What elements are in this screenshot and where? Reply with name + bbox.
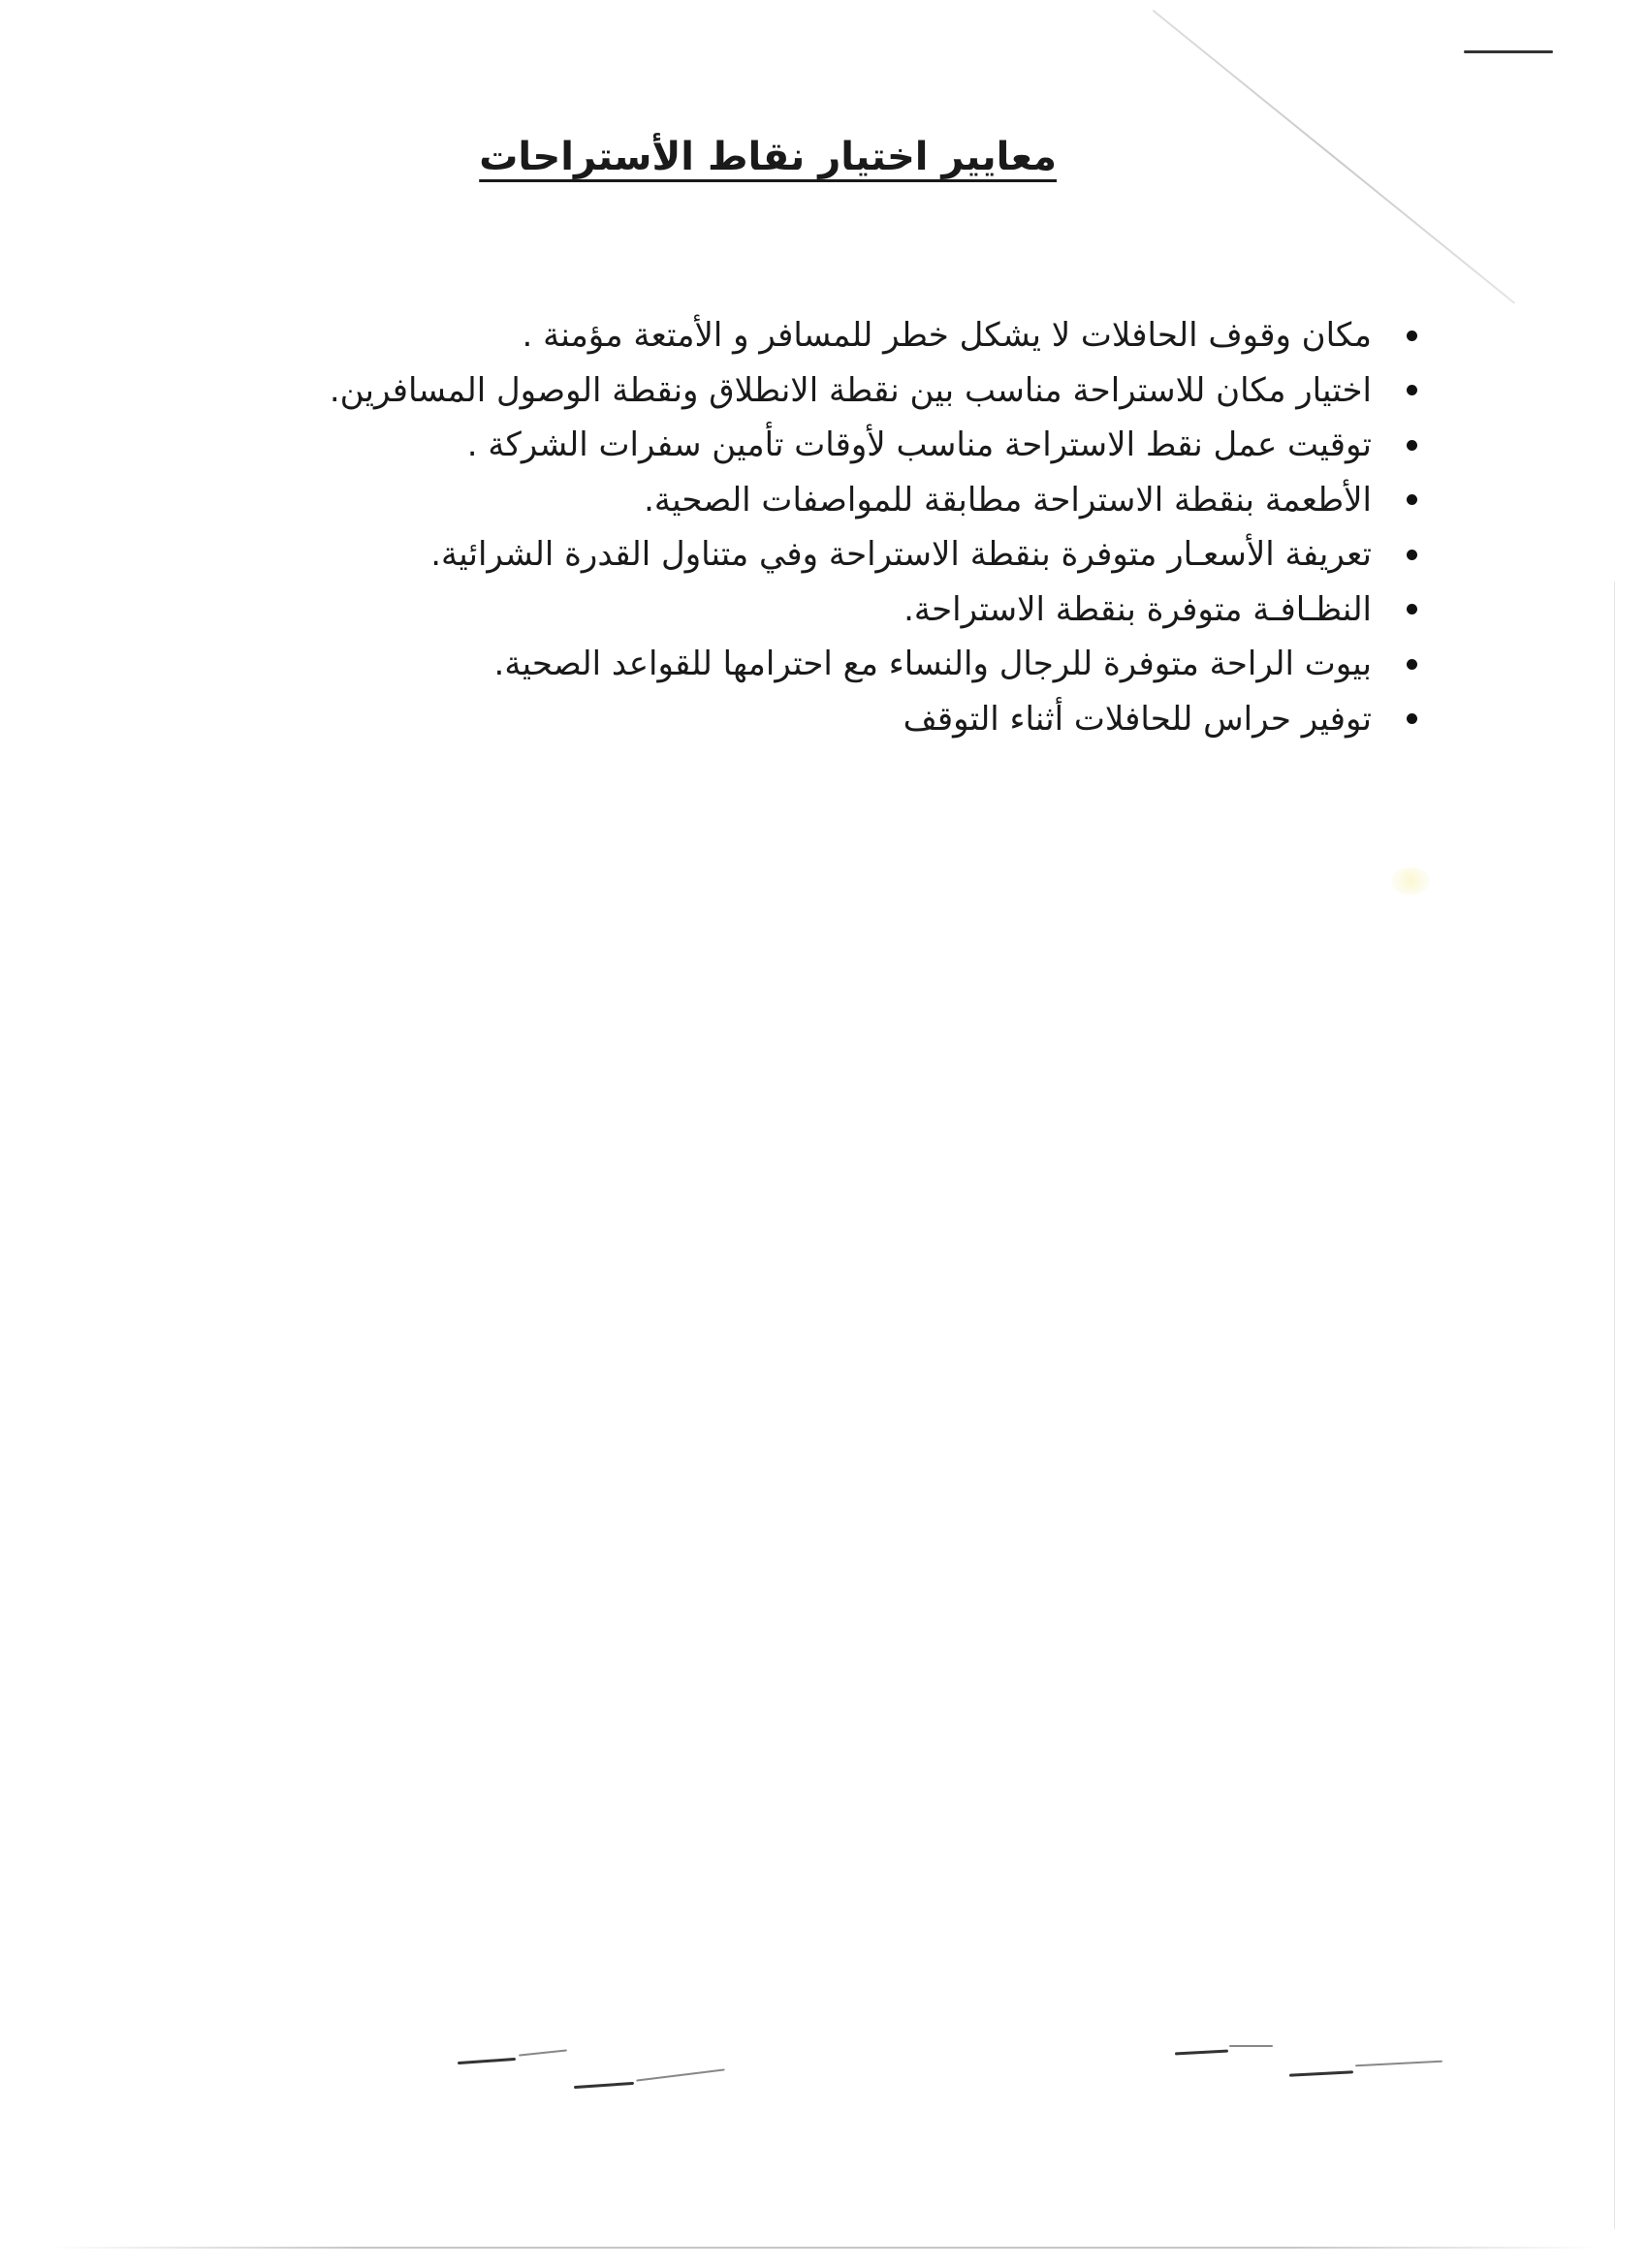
scan-bottom-edge (48, 2247, 1600, 2249)
list-item (302, 363, 1417, 419)
criterion-text: النظـافـة متوفرة بنقطة الاستراحة. (903, 589, 1372, 629)
list-item (302, 692, 1417, 747)
scan-mark (636, 2068, 725, 2081)
bullet-icon (1407, 440, 1417, 451)
criterion-text: توفير حراس للحافلات أثناء التوقف (903, 699, 1372, 739)
scan-mark (1355, 2061, 1442, 2067)
criterion-text: توقيت عمل نقط الاستراحة مناسب لأوقات تأمين سفرات الشركة . (466, 425, 1372, 465)
list-item (302, 583, 1417, 638)
criteria-list (302, 308, 1417, 746)
scan-mark (1289, 2070, 1353, 2076)
bullet-icon (1407, 604, 1417, 614)
scan-mark (1229, 2045, 1273, 2047)
document-title: معايير اختيار نقاط الأستراحات (479, 134, 1057, 179)
bullet-icon (1407, 385, 1417, 395)
bullet-icon (1407, 331, 1417, 341)
list-item (302, 308, 1417, 363)
scan-mark (519, 2049, 567, 2056)
bullet-icon (1407, 659, 1417, 670)
criterion-text: الأطعمة بنقطة الاستراحة مطابقة للمواصفات الصحية. (644, 480, 1372, 520)
scan-right-edge (1614, 582, 1615, 2229)
scan-fold-crease (1153, 10, 1515, 304)
list-item (302, 637, 1417, 692)
list-item (302, 418, 1417, 473)
bullet-icon (1407, 713, 1417, 724)
bullet-icon (1407, 550, 1417, 560)
list-item (302, 473, 1417, 528)
criterion-text: بيوت الراحة متوفرة للرجال والنساء مع احترامها للقواعد الصحية. (493, 645, 1372, 684)
scan-smudge (1391, 867, 1430, 895)
criterion-text: تعريفة الأسعـار متوفرة بنقطة الاستراحة وفي متناول القدرة الشرائية. (430, 535, 1372, 575)
list-item (302, 527, 1417, 583)
bullet-icon (1407, 494, 1417, 505)
criterion-text: اختيار مكان للاستراحة مناسب بين نقطة الانطلاق ونقطة الوصول المسافرين. (329, 370, 1372, 410)
scan-mark (1464, 50, 1553, 53)
criterion-text: مكان وقوف الحافلات لا يشكل خطر للمسافر و الأمتعة مؤمنة . (522, 316, 1372, 356)
scan-mark (1175, 2050, 1228, 2056)
scan-mark (458, 2058, 516, 2064)
scan-mark (574, 2082, 634, 2089)
